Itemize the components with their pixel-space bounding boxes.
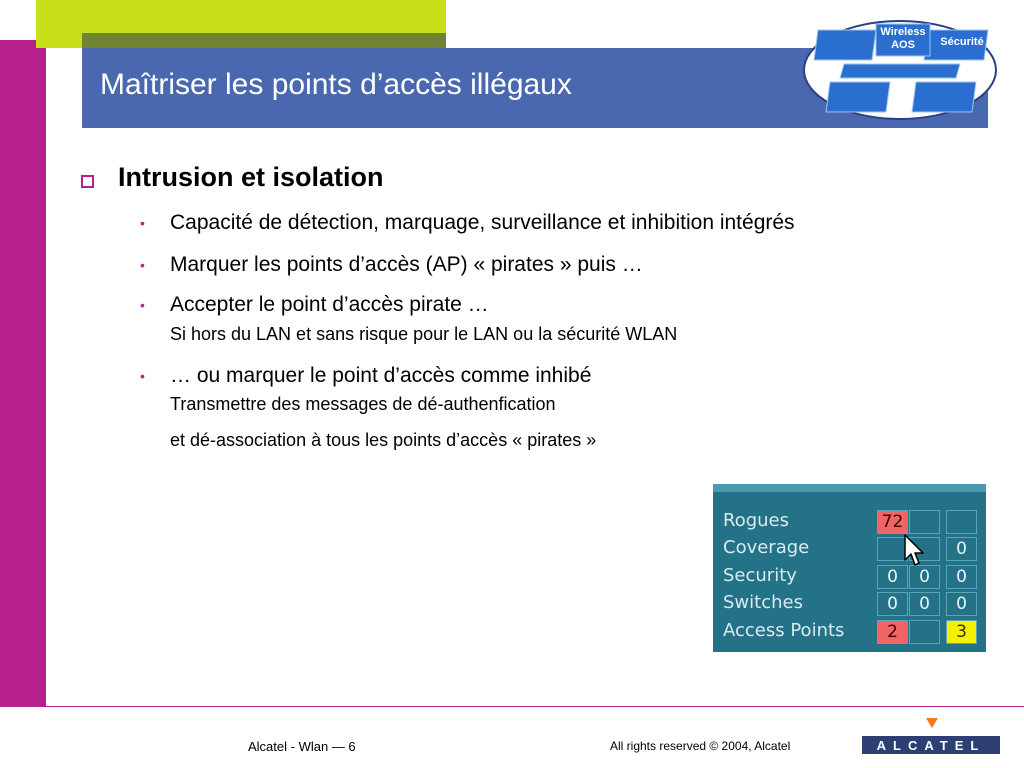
cell-rogues-3[interactable] [946,510,977,534]
bullet-text: Marquer les points d’accès (AP) « pirates » puis … [170,253,643,276]
dot-bullet-icon: • [140,297,145,313]
dot-bullet-icon: • [140,215,145,231]
row-label-access-points: Access Points [723,620,845,641]
status-panel [713,484,986,652]
cell-coverage-3[interactable]: 0 [946,537,977,561]
slide-title: Maîtriser les points d’accès illégaux [100,68,572,101]
sub-bullet-text: et dé-association à tous les points d’accès « pirates » [170,430,597,450]
cell-access-points-2[interactable] [909,620,940,644]
footer-divider [0,706,1024,707]
alcatel-logo [862,716,1000,760]
dot-bullet-icon: • [140,257,145,273]
cell-access-points-3[interactable]: 3 [946,620,977,644]
logo-text: ALCATEL [876,738,986,753]
footer-copyright: All rights reserved © 2004, Alcatel [610,739,791,753]
row-label-rogues: Rogues [723,510,789,531]
cell-security-1[interactable]: 0 [877,565,908,589]
top-olive-bar [82,33,446,48]
mouse-cursor-icon [903,534,925,568]
cell-security-3[interactable]: 0 [946,565,977,589]
panel-top-strip [713,484,986,492]
cell-rogues-1[interactable]: 72 [877,510,908,534]
row-label-switches: Switches [723,592,803,613]
heading-text: Intrusion et isolation [118,162,384,192]
bullet-text: … ou marquer le point d’accès comme inhibé [170,364,592,387]
badge-wireless-label: Wireless AOS [880,26,926,51]
cell-security-2[interactable]: 0 [909,565,940,589]
sub-bullet-text: Transmettre des messages de dé-authenfication [170,394,556,414]
wireless-aos-badge [800,14,1000,122]
cell-access-points-1[interactable]: 2 [877,620,908,644]
bullet-text: Accepter le point d’accès pirate … [170,293,489,316]
cell-switches-1[interactable]: 0 [877,592,908,616]
bullet-text: Capacité de détection, marquage, surveillance et inhibition intégrés [170,211,795,234]
cell-switches-3[interactable]: 0 [946,592,977,616]
left-accent-bar [0,40,46,706]
sub-bullet-text: Si hors du LAN et sans risque pour le LAN ou la sécurité WLAN [170,324,678,344]
footer-left-text: Alcatel - Wlan — 6 [248,739,356,754]
cell-switches-2[interactable]: 0 [909,592,940,616]
badge-security-label: Sécurité [940,36,984,48]
row-label-coverage: Coverage [723,537,810,558]
cell-rogues-2[interactable] [909,510,940,534]
dot-bullet-icon: • [140,368,145,384]
row-label-security: Security [723,565,797,586]
square-bullet-icon [81,175,94,188]
